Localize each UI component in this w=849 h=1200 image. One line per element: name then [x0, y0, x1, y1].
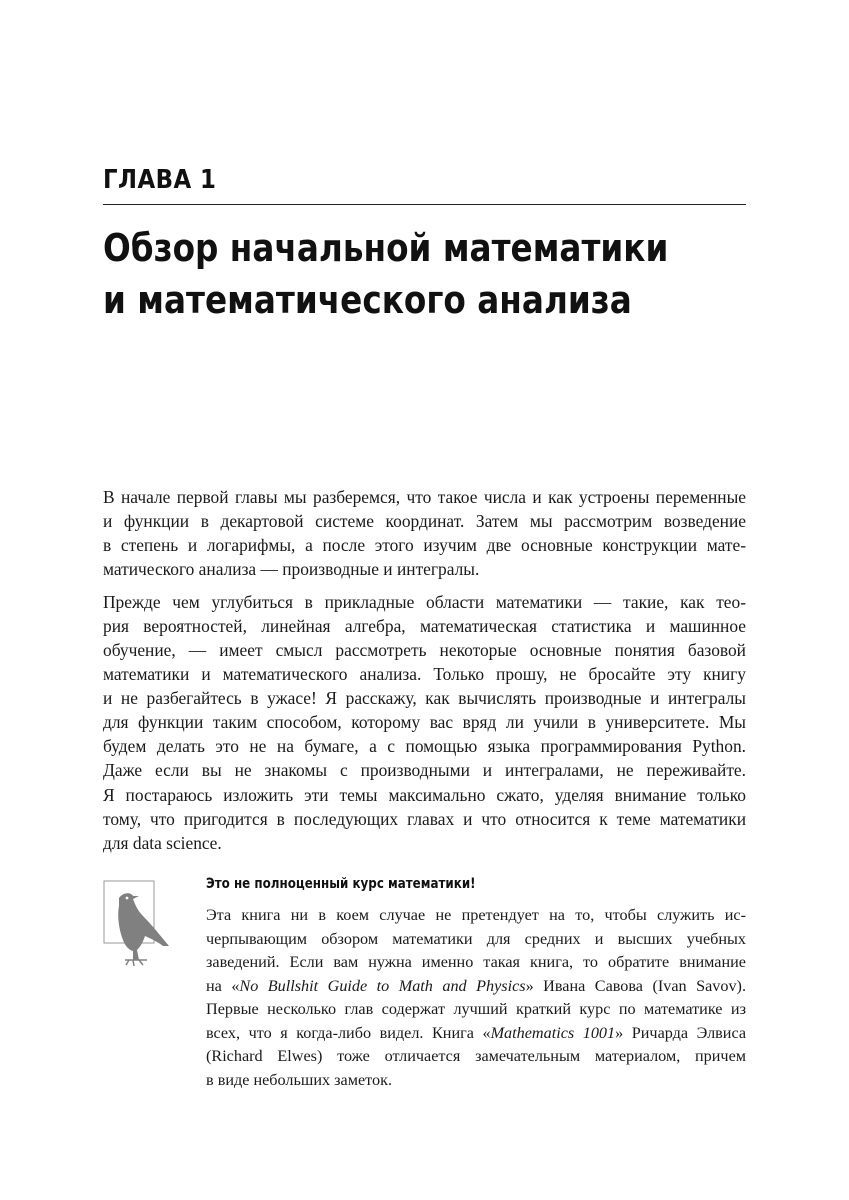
text-line: для функции таким способом, которому вас вряд ли учили в университете. Мы [103, 712, 746, 732]
chapter-title-line: и математического анализа [103, 278, 632, 322]
text-line: Прежде чем углубиться в прикладные области математики — такие, как тео- [103, 592, 746, 612]
note-text: » Ивана Савова (Ivan Savov). [525, 976, 746, 995]
text-line: Даже если вы не знакомы с производными и интегралами, не переживайте. [103, 760, 746, 780]
text-line: математики и математического анализа. Только прошу, не бросайте эту книгу [103, 664, 746, 684]
chapter-title [103, 222, 671, 326]
note-line: Эта книга ни в коем случае не претендует на то, чтобы служить ис- [206, 906, 746, 924]
chapter-divider [103, 204, 746, 205]
text-line: обучение, — имеет смысл рассмотреть некоторые основные понятия базовой [103, 640, 746, 660]
note-line: в виде небольших заметок. [206, 1070, 393, 1089]
note-line: (Richard Elwes) тоже отличается замечательным материалом, причем [206, 1047, 746, 1065]
text-line: и функции в декартовой системе координат. Затем мы рассмотрим возведение [103, 511, 746, 531]
note-text: » Ричарда Элвиса [615, 1023, 747, 1042]
note-body [206, 904, 746, 1092]
text-line: матического анализа — производные и интегралы. [103, 559, 480, 579]
text-line: и не разбегайтесь в ужасе! Я расскажу, как вычислять производные и интегралы [103, 688, 746, 708]
text-line: в степень и логарифмы, а после этого изучим две основные конструкции мате- [103, 535, 746, 555]
crow-icon [103, 880, 173, 970]
text-line: Я постараюсь изложить эти темы максимально сжато, уделяя внимание только [103, 785, 746, 805]
paragraph-motivation [103, 590, 746, 782]
text-line: для data science. [103, 833, 222, 853]
note-line: Первые несколько глав содержат лучший краткий курс по математике из [206, 1000, 746, 1018]
note-text: всех, что я когда-либо видел. Книга « [206, 1023, 491, 1042]
note-line: черпывающим обзором математики для средних и высших учебных [206, 929, 746, 948]
paragraph-scope [103, 783, 746, 855]
note-text: на « [206, 976, 240, 995]
note-heading: Это не полноценный курс математики! [206, 876, 476, 892]
text-line: тому, что пригодится в последующих главах и что относится к теме математики [103, 809, 746, 829]
note-line-book-ref [206, 1022, 746, 1046]
text-line: будем делать это не на бумаге, а с помощью языка программирования Python. [103, 736, 746, 756]
chapter-label: ГЛАВА 1 [103, 165, 217, 195]
chapter-title-line: Обзор начальной математики [103, 226, 669, 270]
book-title: No Bullshit Guide to Math and Physics [239, 976, 526, 995]
paragraph-intro [103, 485, 746, 581]
text-line: рия вероятностей, линейная алгебра, математическая статистика и машинное [103, 616, 746, 636]
text-line: В начале первой главы мы разберемся, что такое числа и как устроены переменные [103, 487, 746, 507]
note-line-book-ref [206, 975, 746, 999]
note-line: заведений. Если вам нужна именно такая книга, то обратите внимание [206, 953, 746, 971]
book-title: Mathematics 1001 [490, 1023, 616, 1042]
